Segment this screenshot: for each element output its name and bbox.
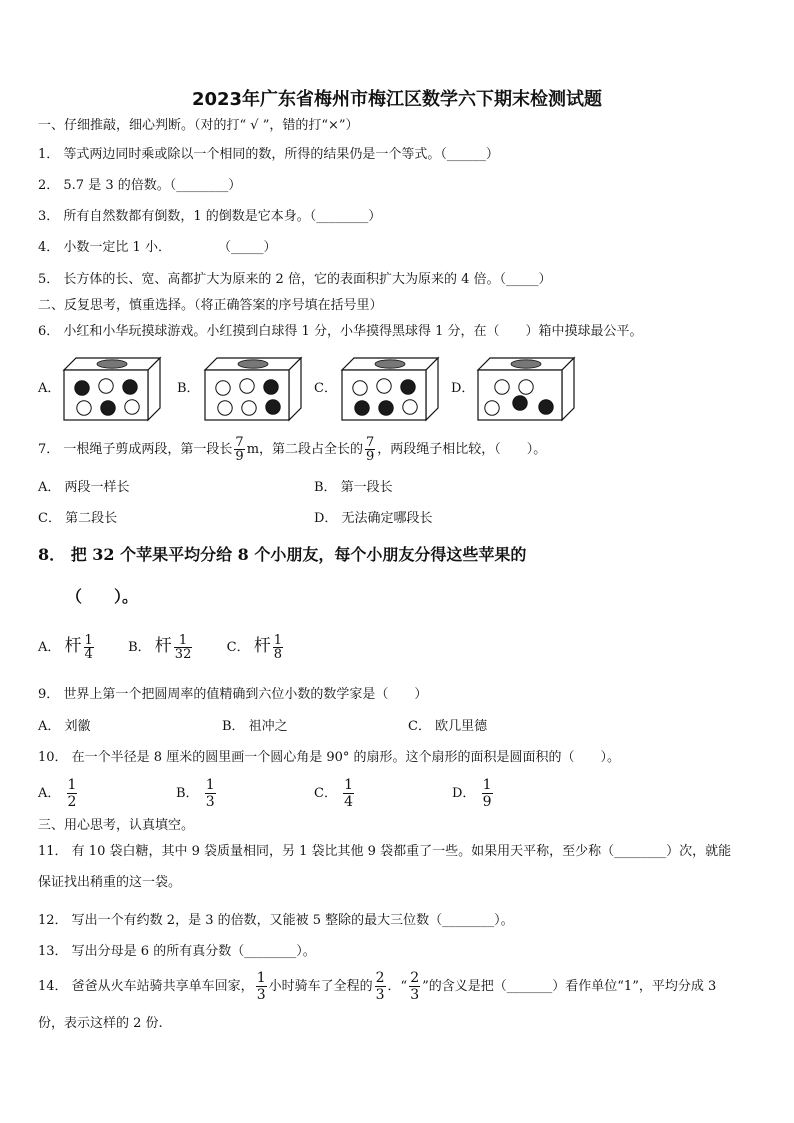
q14-fraction-1-den: 3: [256, 987, 266, 1003]
box-hole: [97, 360, 127, 368]
black-ball: [513, 396, 527, 410]
black-ball: [401, 380, 415, 394]
q7-fraction-1-num: 7: [235, 435, 244, 450]
section-3-heading: 三、用心思考，认真填空。: [38, 818, 195, 833]
q14-fraction-3-den: 3: [410, 987, 420, 1003]
q10-option-d-num: 1: [482, 777, 492, 793]
q8-option-c-text: 杆: [253, 636, 271, 656]
q10-option-b-label: B．: [176, 786, 199, 801]
q8-option-c-num: 1: [273, 633, 282, 648]
q14-text-3: ．“: [387, 979, 408, 994]
question-1: 1． 等式两边同时乘或除以一个相同的数，所得的结果仍是一个等式。（______）: [38, 147, 499, 162]
box-hole: [238, 360, 268, 368]
q14-text-2: 小时骑车了全程的: [268, 979, 373, 994]
box-hole: [511, 360, 541, 368]
q14-fraction-1: [256, 970, 267, 1003]
question-14-line-2: 份，表示这样的 2 份.: [38, 1016, 163, 1031]
question-11-line-2: 保证找出稍重的这一袋。: [38, 875, 182, 890]
white-ball: [519, 380, 533, 394]
question-4: 4． 小数一定比 1 小．: [38, 240, 171, 255]
q8-option-a-label: A．: [38, 640, 61, 655]
q9-option-a: A． 刘徽: [38, 719, 91, 734]
question-13: 13． 写出分母是 6 的所有真分数（________）。: [38, 944, 316, 959]
black-ball: [379, 401, 393, 415]
question-5: 5． 长方体的长、宽、高都扩大为原来的 2 倍，它的表面积扩大为原来的 4 倍。（_____）: [38, 272, 552, 287]
q10-option-b-num: 1: [205, 777, 215, 793]
q10-option-d-label: D．: [452, 786, 476, 801]
white-ball: [99, 379, 113, 393]
q7-option-c: C． 第二段长: [38, 511, 118, 526]
question-12: 12． 写出一个有约数 2，是 3 的倍数，又能被 5 整除的最大三位数（________）。: [38, 913, 514, 928]
question-8-blank: （ ）。: [66, 587, 139, 606]
q7-option-a: A． 两段一样长: [38, 480, 130, 495]
q8-option-b-fraction: [174, 634, 193, 661]
q10-option-b: [176, 776, 218, 812]
q10-option-c-label: C．: [314, 786, 337, 801]
q10-option-a-label: A．: [38, 786, 61, 801]
question-2: 2． 5.7 是 3 的倍数。（________）: [38, 178, 242, 193]
q7-fraction-1: [234, 436, 244, 463]
question-10: 10． 在一个半径是 8 厘米的圆里画一个圆心角是 90° 的扇形。这个扇形的面积是圆面积的（ ）。: [38, 750, 621, 765]
q14-fraction-3-num: 2: [410, 970, 420, 986]
q8-option-b-label: B．: [128, 640, 151, 655]
q9-option-b: B． 祖冲之: [222, 719, 288, 734]
q7-text-2: m，第二段占全长的: [246, 442, 364, 457]
q14-fraction-3: [409, 970, 420, 1003]
white-ball: [353, 381, 367, 395]
page-title: 2023年广东省梅州市梅江区数学六下期末检测试题: [191, 89, 603, 110]
q7-fraction-2-num: 7: [366, 435, 375, 450]
q8-option-c-fraction: [273, 634, 283, 661]
box-hole: [375, 360, 405, 368]
q7-fraction-1-den: 9: [235, 449, 244, 464]
q14-text-1: 14． 爸爸从火车站骑共享单车回家，: [38, 979, 254, 994]
black-ball: [264, 380, 278, 394]
white-ball: [485, 401, 499, 415]
white-ball: [216, 381, 230, 395]
q6-box-d: [476, 356, 576, 422]
q10-option-a-den: 2: [67, 794, 77, 810]
question-8: 8． 把 32 个苹果平均分给 8 个小朋友，每个小朋友分得这些苹果的: [38, 545, 527, 564]
black-ball: [75, 381, 89, 395]
q6-box-c: [340, 356, 440, 422]
q8-option-b-text: 杆: [154, 636, 172, 656]
q7-option-b: B． 第一段长: [314, 480, 393, 495]
q8-option-a-den: 4: [84, 647, 93, 662]
white-ball: [377, 379, 391, 393]
q14-fraction-2-den: 3: [375, 987, 385, 1003]
q8-options: [38, 628, 285, 666]
question-14: [38, 969, 716, 1005]
q7-option-d: D． 无法确定哪段长: [314, 511, 433, 526]
q10-option-c-den: 4: [344, 794, 354, 810]
question-9: 9． 世界上第一个把圆周率的值精确到六位小数的数学家是（ ）: [38, 687, 428, 702]
white-ball: [403, 400, 417, 414]
black-ball: [266, 400, 280, 414]
q14-fraction-2: [375, 970, 386, 1003]
question-3: 3． 所有自然数都有倒数，1 的倒数是它本身。（________）: [38, 209, 382, 224]
q8-option-b-den: 32: [174, 647, 192, 662]
q10-option-a-num: 1: [67, 777, 77, 793]
q6-box-b: [203, 356, 303, 422]
section-1-heading: 一、仔细推敲，细心判断。（对的打“ √ ”，错的打“×”）: [38, 118, 359, 133]
q7-fraction-2-den: 9: [366, 449, 375, 464]
q10-option-a: [38, 776, 79, 812]
q10-option-d-den: 9: [482, 794, 492, 810]
question-4-blank: （_____）: [218, 240, 277, 255]
q6-option-a-label: A．: [38, 381, 61, 396]
white-ball: [125, 400, 139, 414]
q10-option-d: [452, 776, 495, 812]
black-ball: [101, 401, 115, 415]
q8-option-a-num: 1: [84, 633, 93, 648]
q9-option-c: C． 欧几里德: [408, 719, 488, 734]
q8-option-c-label: C．: [226, 640, 250, 655]
q14-fraction-2-num: 2: [375, 970, 385, 986]
q6-option-b-label: B．: [177, 381, 200, 396]
q6-option-d-label: D．: [451, 381, 475, 396]
question-6: 6． 小红和小华玩摸球游戏。小红摸到白球得 1 分，小华摸得黑球得 1 分，在（ ）箱中摸球最公平。: [38, 324, 643, 339]
black-ball: [539, 400, 553, 414]
question-11: 11． 有 10 袋白糖，其中 9 袋质量相同，另 1 袋比其他 9 袋都重了一些。如果用天平称，至少称（________）次，就能: [38, 844, 732, 859]
question-7: [38, 433, 546, 467]
white-ball: [242, 401, 256, 415]
white-ball: [218, 401, 232, 415]
white-ball: [495, 380, 509, 394]
q8-option-a-text: 杆: [64, 636, 82, 656]
q6-option-c-label: C．: [314, 381, 337, 396]
q14-text-4: ”的含义是把（_______）看作单位“1”，平均分成 3: [422, 979, 717, 994]
q6-box-a: [62, 356, 162, 422]
white-ball: [77, 401, 91, 415]
black-ball: [123, 380, 137, 394]
q7-text-3: ，两段绳子相比较，（ ）。: [377, 442, 547, 457]
q7-text-1: 7． 一根绳子剪成两段，第一段长: [38, 442, 233, 457]
q8-option-b-num: 1: [174, 634, 193, 648]
q14-fraction-1-num: 1: [256, 970, 266, 986]
q10-option-c-num: 1: [344, 777, 354, 793]
q8-option-c-den: 8: [273, 647, 282, 662]
q7-fraction-2: [365, 436, 375, 463]
black-ball: [355, 401, 369, 415]
white-ball: [240, 379, 254, 393]
q10-option-c: [314, 776, 356, 812]
section-2-heading: 二、反复思考，慎重选择。（将正确答案的序号填在括号里）: [38, 298, 383, 313]
q10-option-b-den: 3: [205, 794, 215, 810]
q8-option-a-fraction: [84, 634, 94, 661]
